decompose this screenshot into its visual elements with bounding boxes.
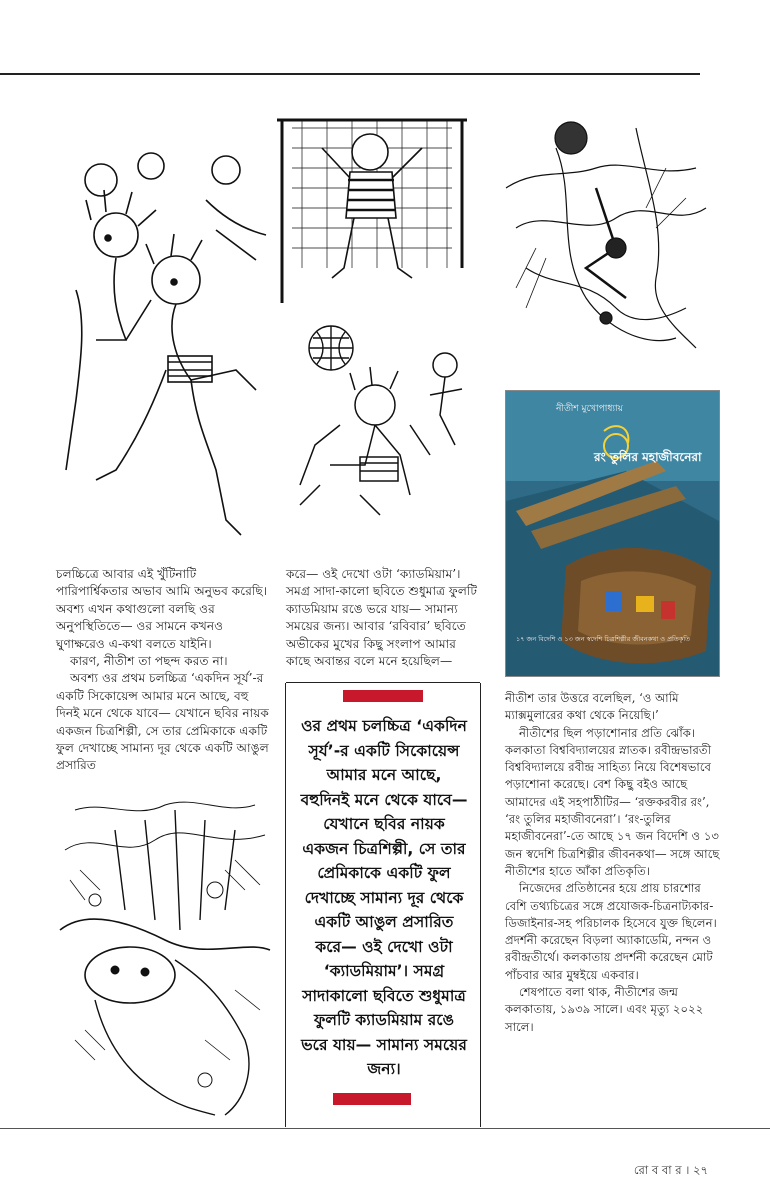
- bottom-rule: [0, 1128, 770, 1129]
- book-cover-image: [505, 390, 720, 677]
- column-top-rule: [286, 682, 480, 683]
- article-column-middle: [286, 566, 479, 670]
- boys-catching-illustration: [280, 345, 475, 520]
- pull-quote-bottom-bar: [333, 1093, 411, 1105]
- book-title: রং তুলির মহাজীবনেরা: [594, 450, 702, 464]
- paragraph: চলচ্চিত্রে আবার এই খুঁটিনাটি পারিপার্শ্বিকতার অভাব আমি অনুভব করেছি। অবশ্য এখন কথাগুলো বলছি ওর অনুপস্থিতিতে— ওর সামনে কখনও ঘুণাক্ষরেও এ-কথা বলতে যাইনি।: [56, 567, 268, 651]
- column-divider-left: [285, 683, 286, 1127]
- pull-quote-top-bar: [343, 690, 423, 702]
- top-rule: [0, 73, 700, 75]
- article-column-right: [505, 690, 720, 1036]
- paragraph: নীতীশের ছিল পড়াশোনার প্রতি ঝোঁক। কলকাতা বিশ্ববিদ্যালয়ের স্নাতক। রবীন্দ্রভারতী বিশ্ববিদ্যালয়ে রবীন্দ্র সাহিত্য নিয়ে বিশেষভাবে পড়াশোনা করেছে। বেশ কিছু বইও আছে আমাদের এই সহপাঠীটির— ‘রক্তকরবীর রং’, ‘রং তুলির মহাজীবনেরা’। ‘রং-তুলির মহাজীবনেরা’-তে আছে ১৭ জন বিদেশি ও ১৩ জন স্বদেশি চিত্রশিল্পীর জীবনকথা— সঙ্গে আছে নীতীশের হাতে আঁকা প্রতিকৃতি।: [505, 725, 720, 878]
- paragraph: শেষপাতে বলা থাক, নীতীশের জন্ম কলকাতায়, ১৯৩৯ সালে। এবং মৃত্যু ২০২২ সালে।: [505, 985, 704, 1034]
- pull-quote: ওর প্রথম চলচ্চিত্র ‘একদিন সূর্য’-র একটি সিকোয়েন্স আমার মনে আছে, বহুদিনই মনে থেকে যাবে— যেখানে ছবির নায়ক একজন চিত্রশিল্পী, সে তার প্রেমিকাকে একটি ফুল দেখাচ্ছে সামান্য দূর থেকে একটি আঙুল প্রসারিত করে— ওই দেখো ওটা ‘ক্যাডমিয়াম’। সমগ্র সাদাকালো ছবিতে শুধুমাত্র ফুলটি ক্যাডমিয়াম রঙে ভরে যায়— সামান্য সময়ের জন্য।: [300, 717, 468, 1078]
- tree-face-sketch-illustration: [55, 790, 275, 1120]
- page-folio: রো ব বা র । ২৭: [633, 1163, 708, 1177]
- column-divider-right: [480, 683, 481, 1127]
- article-column-left: [56, 566, 271, 775]
- paragraph: নিজেদের প্রতিষ্ঠানের হয়ে প্রায় চারশোর বেশি তথ্যচিত্রের সঙ্গে প্রযোজক-চিত্রনাট্যকার-ডিজাইনার-সহ পরিচালক হিসেবে যুক্ত ছিলেন। প্রদর্শনী করেছেন বিড়লা অ্যাকাডেমি, নন্দন ও রবীন্দ্রতীর্থে। কলকাতায় প্রদর্শনী করেছেন মোট পাঁচবার আর মুম্বইয়ে একবার।: [505, 881, 717, 982]
- paragraph: করে— ওই দেখো ওটা ‘ক্যাডমিয়াম’। সমগ্র সাদা-কালো ছবিতে শুধুমাত্র ফুলটি ক্যাডমিয়াম রঙে ভরে যায়— সামান্য সময়ের জন্য। আবার ‘রবিবার’ ছবিতে অভীকের মুখের কিছু সংলাপ আমার কাছে অবান্তর বলে মনে হয়েছিল—: [286, 567, 478, 669]
- paragraph: অবশ্য ওর প্রথম চলচ্চিত্র ‘একদিন সূর্য’-র একটি সিকোয়েন্স আমার মনে আছে, বহু দিনই মনে থেকে যাবে— যেখানে ছবির নায়ক একজন চিত্রশিল্পী, সে তার প্রেমিকাকে একটি ফুল দেখাচ্ছে সামান্য দূর থেকে একটি আঙুল প্রসারিত: [56, 671, 269, 773]
- goalkeeper-illustration: [272, 108, 472, 308]
- book-author: নীতীশ মুখোপাধ্যায়: [556, 404, 623, 414]
- abstract-sketch-illustration: [496, 108, 716, 358]
- book-note: ১৭ জন বিদেশি ও ১৩ জন স্বদেশি চিত্রশিল্পীর জীবনকথা ও প্রতিকৃতি: [516, 635, 691, 643]
- football-kids-illustration: [56, 140, 271, 550]
- paragraph: নীতীশ তার উত্তরে বলেছিল, ‘ও আমি ম্যাক্সমুলারের কথা থেকে নিয়েছি।’: [505, 691, 679, 723]
- paragraph: কারণ, নীতীশ তা পছন্দ করত না।: [70, 654, 228, 669]
